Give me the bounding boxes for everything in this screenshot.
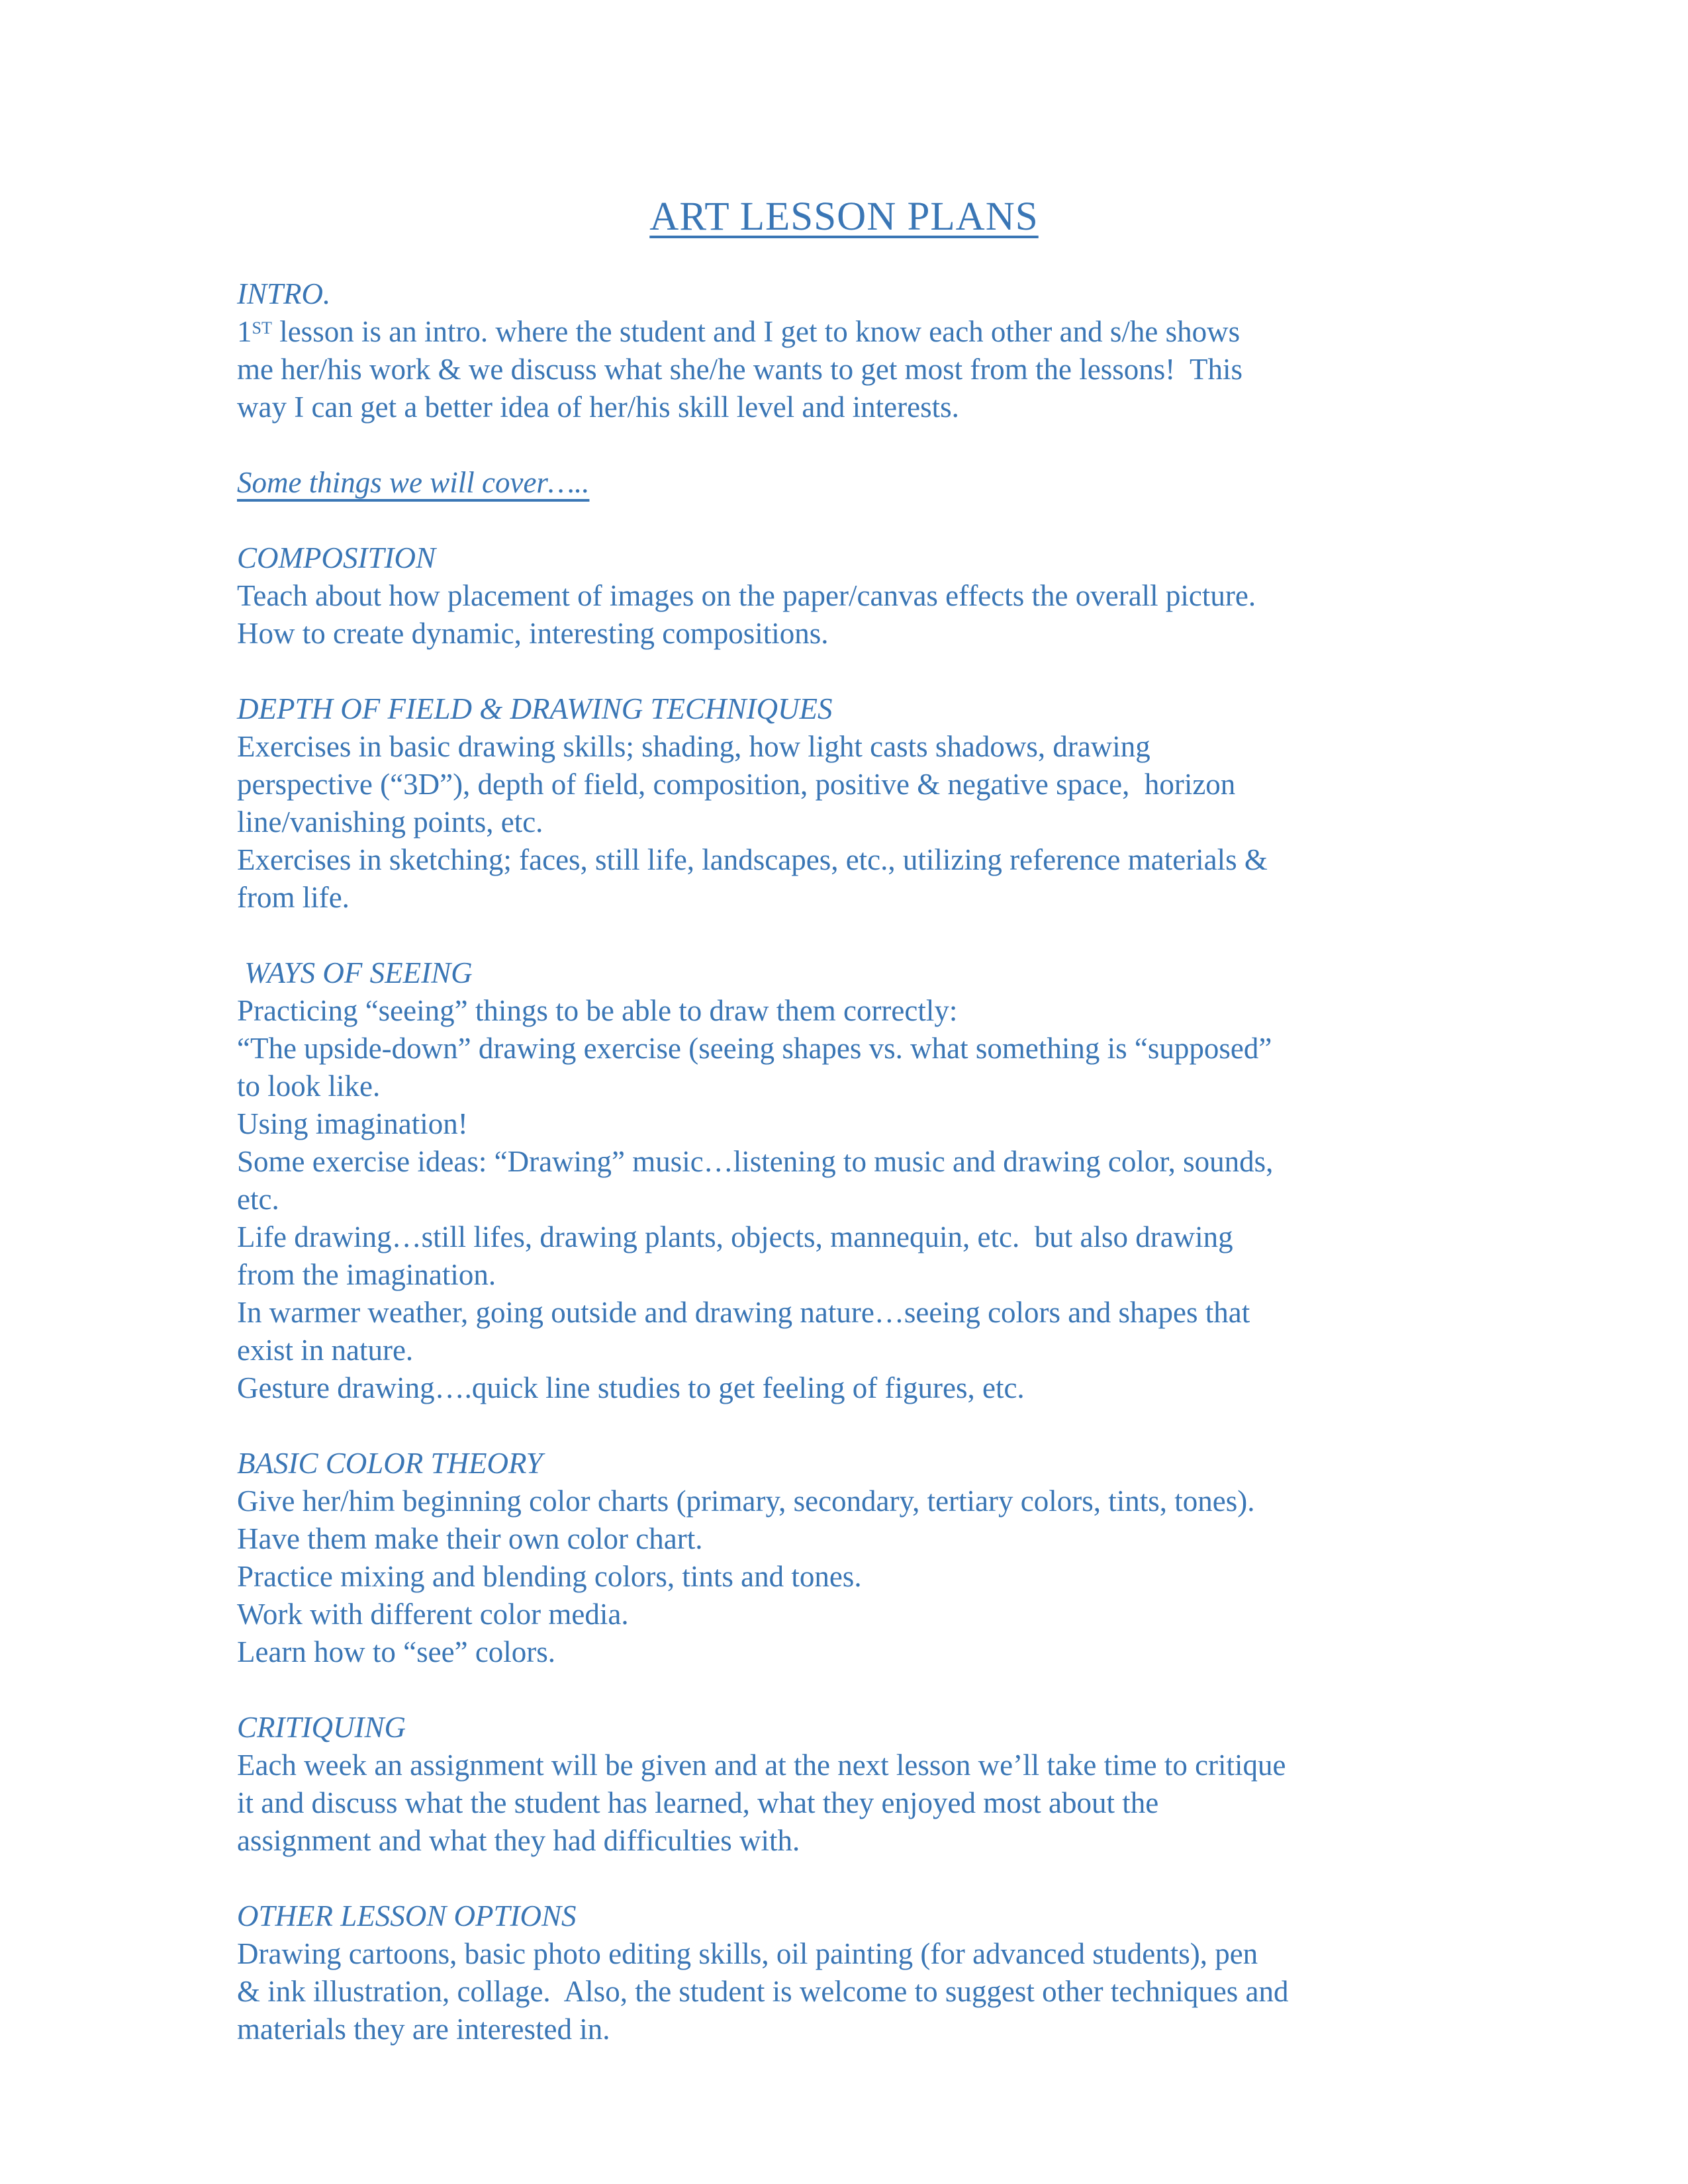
intro-ordinal-suffix: ST xyxy=(252,318,272,338)
intro-ordinal-number: 1 xyxy=(237,315,252,348)
text-line: How to create dynamic, interesting compositions. xyxy=(237,617,829,650)
section-composition xyxy=(237,539,1523,653)
text-line: Teach about how placement of images on the paper/canvas effects the overall picture. xyxy=(237,579,1256,612)
text-line: In warmer weather, going outside and drawing nature…seeing colors and shapes that xyxy=(237,1296,1250,1329)
text-line: Gesture drawing….quick line studies to get feeling of figures, etc. xyxy=(237,1371,1025,1404)
text-line: line/vanishing points, etc. xyxy=(237,805,543,839)
document-title xyxy=(165,192,1523,242)
text-line: Learn how to “see” colors. xyxy=(237,1635,556,1668)
text-line: perspective (“3D”), depth of field, composition, positive & negative space, horizon xyxy=(237,768,1236,801)
section-intro xyxy=(237,275,1523,426)
text-line: Drawing cartoons, basic photo editing skills, oil painting (for advanced students), pen xyxy=(237,1937,1258,1970)
text-line: Life drawing…still lifes, drawing plants, objects, mannequin, etc. but also drawing xyxy=(237,1220,1233,1253)
section-heading-intro: INTRO. xyxy=(237,277,331,310)
text-line: Using imagination! xyxy=(237,1107,468,1140)
text-line: to look like. xyxy=(237,1069,381,1103)
text-line: Exercises in basic drawing skills; shading, how light casts shadows, drawing xyxy=(237,730,1150,763)
text-line: Exercises in sketching; faces, still life, landscapes, etc., utilizing reference materials & xyxy=(237,843,1268,876)
text-line: from the imagination. xyxy=(237,1258,496,1291)
intro-line1-text: lesson is an intro. where the student and I get to know each other and s/he shows xyxy=(271,315,1241,348)
section-ways-of-seeing xyxy=(237,954,1523,1407)
section-critiquing xyxy=(237,1709,1523,1860)
text-line: me her/his work & we discuss what she/he wants to get most from the lessons! This xyxy=(237,353,1243,386)
cover-note-text: Some things we will cover….. xyxy=(237,466,590,499)
text-line: Practice mixing and blending colors, tints and tones. xyxy=(237,1560,862,1593)
text-line: Some exercise ideas: “Drawing” music…listening to music and drawing color, sounds, xyxy=(237,1145,1274,1178)
section-other-lesson-options xyxy=(237,1897,1523,2048)
text-line: it and discuss what the student has learned, what they enjoyed most about the xyxy=(237,1786,1159,1819)
text-line: Each week an assignment will be given and at the next lesson we’ll take time to critique xyxy=(237,1749,1286,1782)
text-line: Practicing “seeing” things to be able to draw them correctly: xyxy=(237,994,958,1027)
text-line: materials they are interested in. xyxy=(237,2013,610,2046)
text-line: assignment and what they had difficulties with. xyxy=(237,1824,800,1857)
text-line: etc. xyxy=(237,1183,279,1216)
cover-note xyxy=(237,464,1523,502)
text-line: from life. xyxy=(237,881,350,914)
section-basic-color-theory xyxy=(237,1445,1523,1671)
section-heading-depth-of-field: DEPTH OF FIELD & DRAWING TECHNIQUES xyxy=(237,692,833,725)
text-line: & ink illustration, collage. Also, the student is welcome to suggest other techniques and xyxy=(237,1975,1289,2008)
text-line xyxy=(237,313,1523,351)
text-line: Have them make their own color chart. xyxy=(237,1522,703,1555)
text-line: exist in nature. xyxy=(237,1334,414,1367)
section-heading-ways-of-seeing: WAYS OF SEEING xyxy=(237,956,473,989)
document-title-text: ART LESSON PLANS xyxy=(649,195,1039,239)
text-line: “The upside-down” drawing exercise (seeing shapes vs. what something is “supposed” xyxy=(237,1032,1272,1065)
text-line: Work with different color media. xyxy=(237,1598,629,1631)
section-heading-composition: COMPOSITION xyxy=(237,541,436,574)
text-line: Give her/him beginning color charts (primary, secondary, tertiary colors, tints, tones). xyxy=(237,1484,1255,1518)
section-depth-of-field xyxy=(237,690,1523,917)
section-heading-basic-color-theory: BASIC COLOR THEORY xyxy=(237,1447,543,1480)
text-line: way I can get a better idea of her/his skill level and interests. xyxy=(237,390,959,424)
section-heading-other-lesson-options: OTHER LESSON OPTIONS xyxy=(237,1899,577,1933)
section-heading-critiquing: CRITIQUING xyxy=(237,1711,406,1744)
